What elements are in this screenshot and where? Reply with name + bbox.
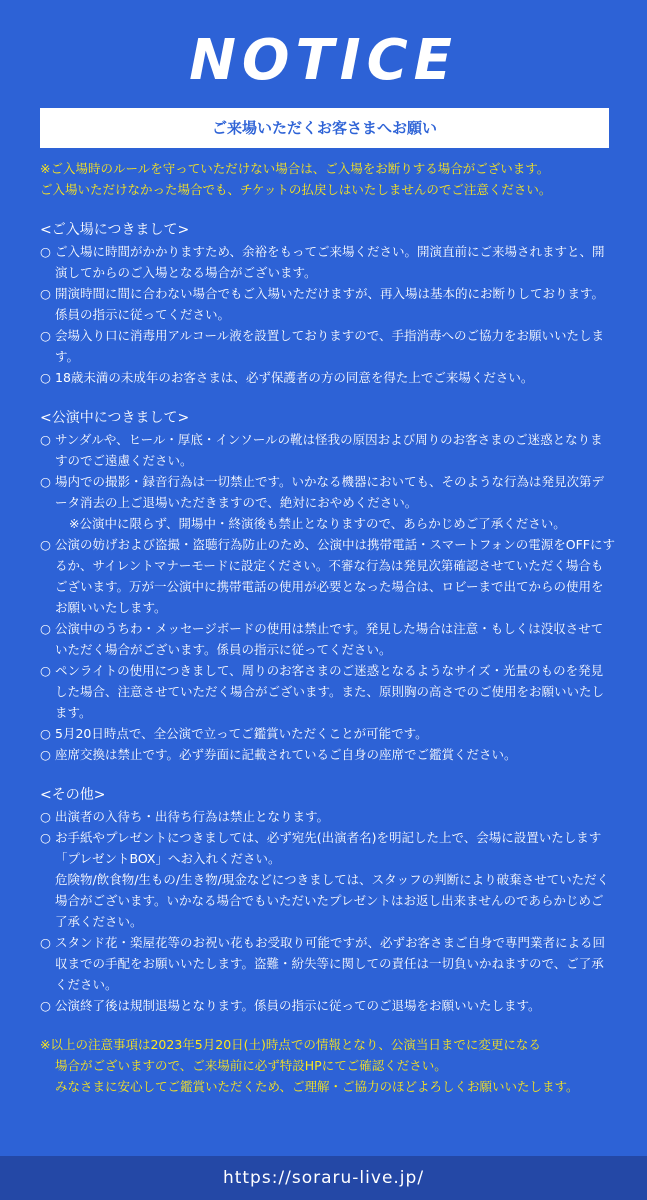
item-text: お手紙やプレゼントにつきましては、必ず宛先(出演者名)を明記した上で、会場に設置いたします「プレゼントBOX」へお入れください。 xyxy=(55,830,602,866)
bullet-icon: ○ xyxy=(40,998,51,1013)
section-heading-other: <その他> xyxy=(40,787,106,803)
item-text: ご入場に時間がかかりますため、余裕をもってご来場ください。開演直前にご来場されますと、開演してからのご入場となる場合がございます。 xyxy=(55,244,605,280)
bullet-icon: ○ xyxy=(40,370,51,385)
bullet-icon: ○ xyxy=(40,474,51,489)
item-text: 会場入り口に消毒用アルコール液を設置しておりますので、手指消毒へのご協力をお願いいたします。 xyxy=(55,328,605,364)
list-item xyxy=(40,932,615,995)
present-note: 危険物/飲食物/生もの/生き物/現金などにつきましては、スタッフの判断により破棄させていただく場合がございます。いかなる場合でもいただいたプレゼントはお返し出来ませんのであらかじめご了承ください。 xyxy=(55,872,610,929)
item-text: 出演者の入待ち・出待ち行為は禁止となります。 xyxy=(55,809,330,824)
list-item xyxy=(40,534,615,618)
section-heading-performance: <公演中につきまして> xyxy=(40,410,190,426)
top-warning-line-2: ご入場いただけなかった場合でも、チケットの払戻しはいたしませんのでご注意ください。 xyxy=(40,182,552,197)
list-item xyxy=(40,660,615,723)
bottom-warning-line-3: みなさまに安心してご鑑賞いただくため、ご理解・ご協力のほどよろしくお願いいたします。 xyxy=(55,1079,579,1094)
bullet-icon: ○ xyxy=(40,809,51,824)
list-item xyxy=(40,827,615,932)
recording-subnote: ※公演中に限らず、開場中・終演後も禁止となりますので、あらかじめご了承ください。 xyxy=(69,516,566,531)
list-item xyxy=(40,995,615,1016)
bullet-icon: ○ xyxy=(40,537,51,552)
item-text: 公演中のうちわ・メッセージボードの使用は禁止です。発見した場合は注意・もしくは没収させていただく場合がございます。係員の指示に従ってください。 xyxy=(55,621,604,657)
list-item xyxy=(40,241,615,283)
bullet-icon: ○ xyxy=(40,747,51,762)
notice-title: NOTICE xyxy=(189,28,458,93)
list-item xyxy=(40,723,615,744)
list-item xyxy=(40,471,615,534)
list-item xyxy=(40,618,615,660)
item-text: スタンド花・楽屋花等のお祝い花もお受取り可能ですが、必ずお客さまご自身で専門業者による回収までの手配をお願いいたします。盗難・紛失等に関しての責任は一切負いかねますので、ご了承ください。 xyxy=(55,935,606,992)
bullet-icon: ○ xyxy=(40,244,51,259)
bullet-icon: ○ xyxy=(40,621,51,636)
item-text: 座席交換は禁止です。必ず券面に記載されているご自身の座席でご鑑賞ください。 xyxy=(55,747,517,762)
item-text: 5月20日時点で、全公演で立ってご鑑賞いただくことが可能です。 xyxy=(55,726,428,741)
item-text: ペンライトの使用につきまして、周りのお客さまのご迷惑となるようなサイズ・光量のものを発見した場合、注意させていただく場合がございます。また、原則胸の高さでのご使用をお願いいたします。 xyxy=(55,663,605,720)
item-text: 開演時間に間に合わない場合でもご入場いただけますが、再入場は基本的にお断りしております。係員の指示に従ってください。 xyxy=(55,286,605,322)
bullet-icon: ○ xyxy=(40,286,51,301)
banner-heading: ご来場いただくお客さまへお願い xyxy=(40,108,609,148)
bullet-icon: ○ xyxy=(40,935,51,950)
item-text: 公演終了後は規制退場となります。係員の指示に従ってのご退場をお願いいたします。 xyxy=(55,998,541,1013)
list-item xyxy=(40,367,615,388)
item-text: サンダルや、ヒール・厚底・インソールの靴は怪我の原因および周りのお客さまのご迷惑となりますのでご遠慮ください。 xyxy=(55,432,603,468)
bullet-icon: ○ xyxy=(40,830,51,845)
bottom-warning-line-2: 場合がございますので、ご来場前に必ず特設HPにてご確認ください。 xyxy=(55,1058,447,1073)
top-warning-line-1: ※ご入場時のルールを守っていただけない場合は、ご入場をお断りする場合がございます。 xyxy=(40,161,550,176)
list-item xyxy=(40,744,615,765)
list-item xyxy=(40,429,615,471)
item-text: 18歳未満の未成年のお客さまは、必ず保護者の方の同意を得た上でご来場ください。 xyxy=(55,370,534,385)
item-text: 公演の妨げおよび盗撮・盗聴行為防止のため、公演中は携帯電話・スマートフォンの電源をOFFにするか、サイレントマナーモードに設定ください。不審な行為は発見次第確認させていただく場合もございます。万が一公演中に携帯電話の使用が必要となった場合は、ロビーまで出てからの使用をお願いいたします。 xyxy=(55,537,615,615)
item-text: 場内での撮影・録音行為は一切禁止です。いかなる機器においても、そのような行為は発見次第データ消去の上ご退場いただきますので、絶対におやめください。 xyxy=(55,474,605,510)
list-item xyxy=(40,325,615,367)
footer-url[interactable]: https://soraru-live.jp/ xyxy=(0,1156,647,1200)
bullet-icon: ○ xyxy=(40,432,51,447)
list-item xyxy=(40,283,615,325)
section-heading-entry: <ご入場につきまして> xyxy=(40,222,190,238)
bullet-icon: ○ xyxy=(40,663,51,678)
bottom-warning-line-1: ※以上の注意事項は2023年5月20日(土)時点での情報となり、公演当日までに変更になる xyxy=(40,1037,541,1052)
bullet-icon: ○ xyxy=(40,726,51,741)
list-item xyxy=(40,806,615,827)
bullet-icon: ○ xyxy=(40,328,51,343)
notice-content xyxy=(40,158,615,1097)
